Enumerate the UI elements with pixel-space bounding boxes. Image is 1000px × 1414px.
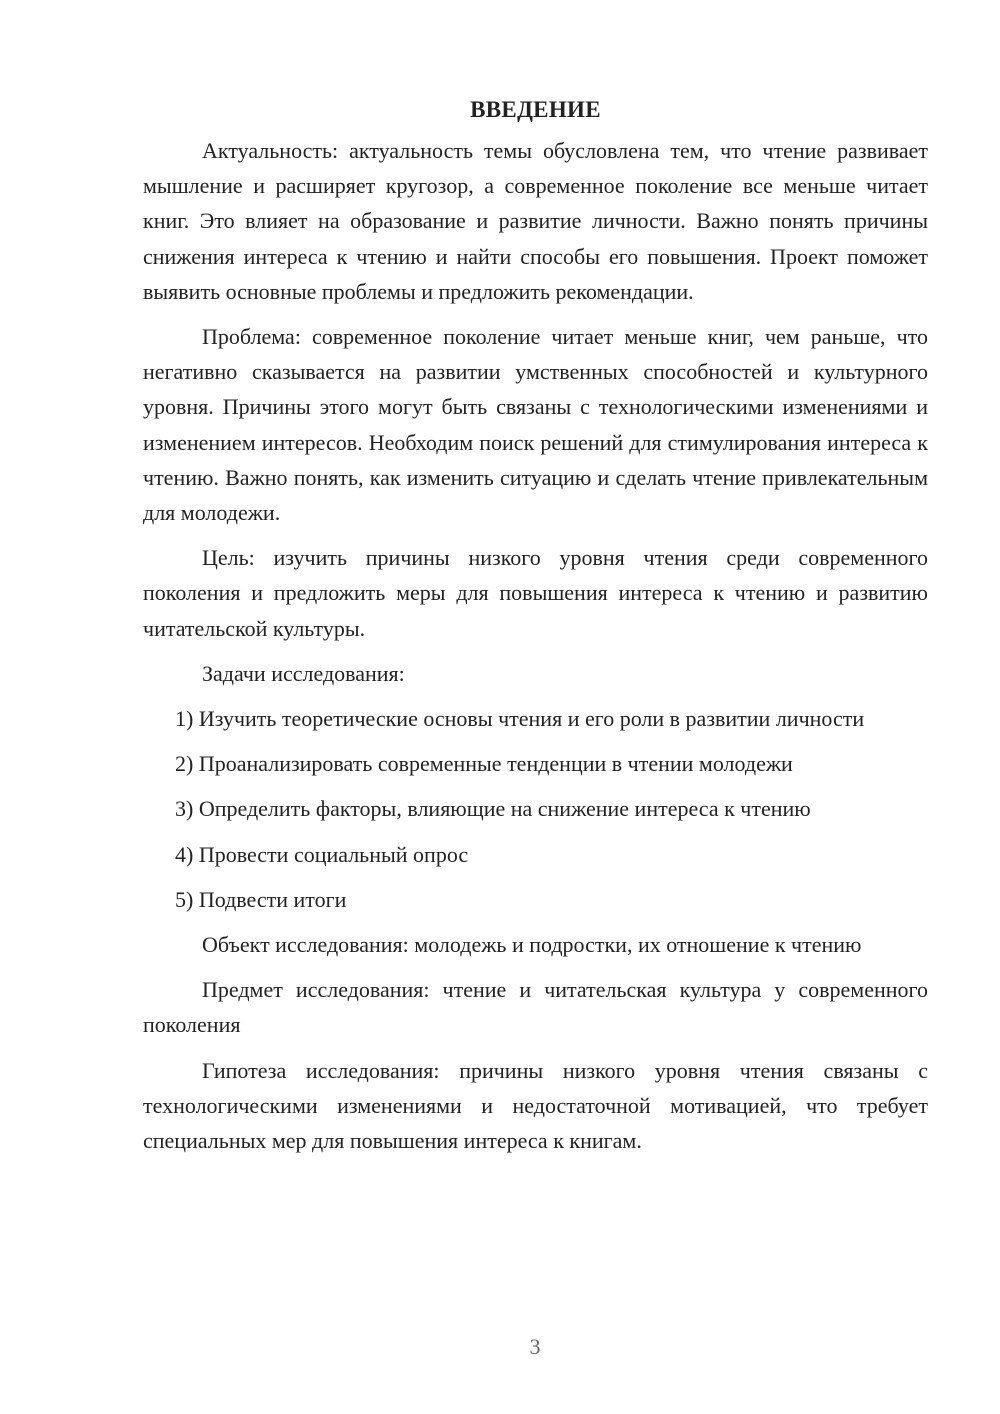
goal-paragraph: Цель: изучить причины низкого уровня чтения среди современного поколения и предложить меры для повышения интереса к чтению и развитию читательской культуры.: [143, 545, 928, 641]
task-item-3: 3) Определить факторы, влияющие на снижение интереса к чтению: [175, 796, 811, 822]
tasks-heading: Задачи исследования:: [202, 660, 405, 686]
task-item-1: 1) Изучить теоретические основы чтения и его роли в развитии личности: [175, 706, 865, 732]
document-page: [143, 92, 928, 1168]
hypothesis-paragraph: Гипотеза исследования: причины низкого уровня чтения связаны с технологическими изменениями и недостаточной мотивацией, что требует специальных мер для повышения интереса к книгам.: [143, 1057, 928, 1154]
object-paragraph: Объект исследования: молодежь и подростки, их отношение к чтению: [202, 932, 862, 958]
page-title: ВВЕДЕНИЕ: [470, 97, 601, 122]
task-item-5: 5) Подвести итоги: [175, 886, 347, 912]
task-item-4: 4) Провести социальный опрос: [175, 841, 469, 867]
problem-paragraph: Проблема: современное поколение читает меньше книг, чем раньше, что негативно сказывается на развитии умственных способностей и культурного уровня. Причины этого могут быть связаны с технологическими изменениями и изменением интересов. Необходим поиск решений для стимулирования интереса к чтению. Важно понять, как изменить ситуацию и сделать чтение привлекательным для молодежи.: [143, 324, 928, 526]
subject-paragraph: Предмет исследования: чтение и читательская культура у современного поколения: [143, 977, 928, 1038]
task-item-2: 2) Проанализировать современные тенденции в чтении молодежи: [175, 751, 793, 777]
page-number: 3: [529, 1334, 541, 1359]
tasks-list: [143, 701, 928, 917]
relevance-paragraph: Актуальность: актуальность темы обусловлена тем, что чтение развивает мышление и расширяет кругозор, а современное поколение все меньше читает книг. Это влияет на образование и развитие личности. Важно понять причины снижения интереса к чтению и найти способы его повышения. Проект поможет выявить основные проблемы и предложить рекомендации.: [143, 138, 928, 304]
